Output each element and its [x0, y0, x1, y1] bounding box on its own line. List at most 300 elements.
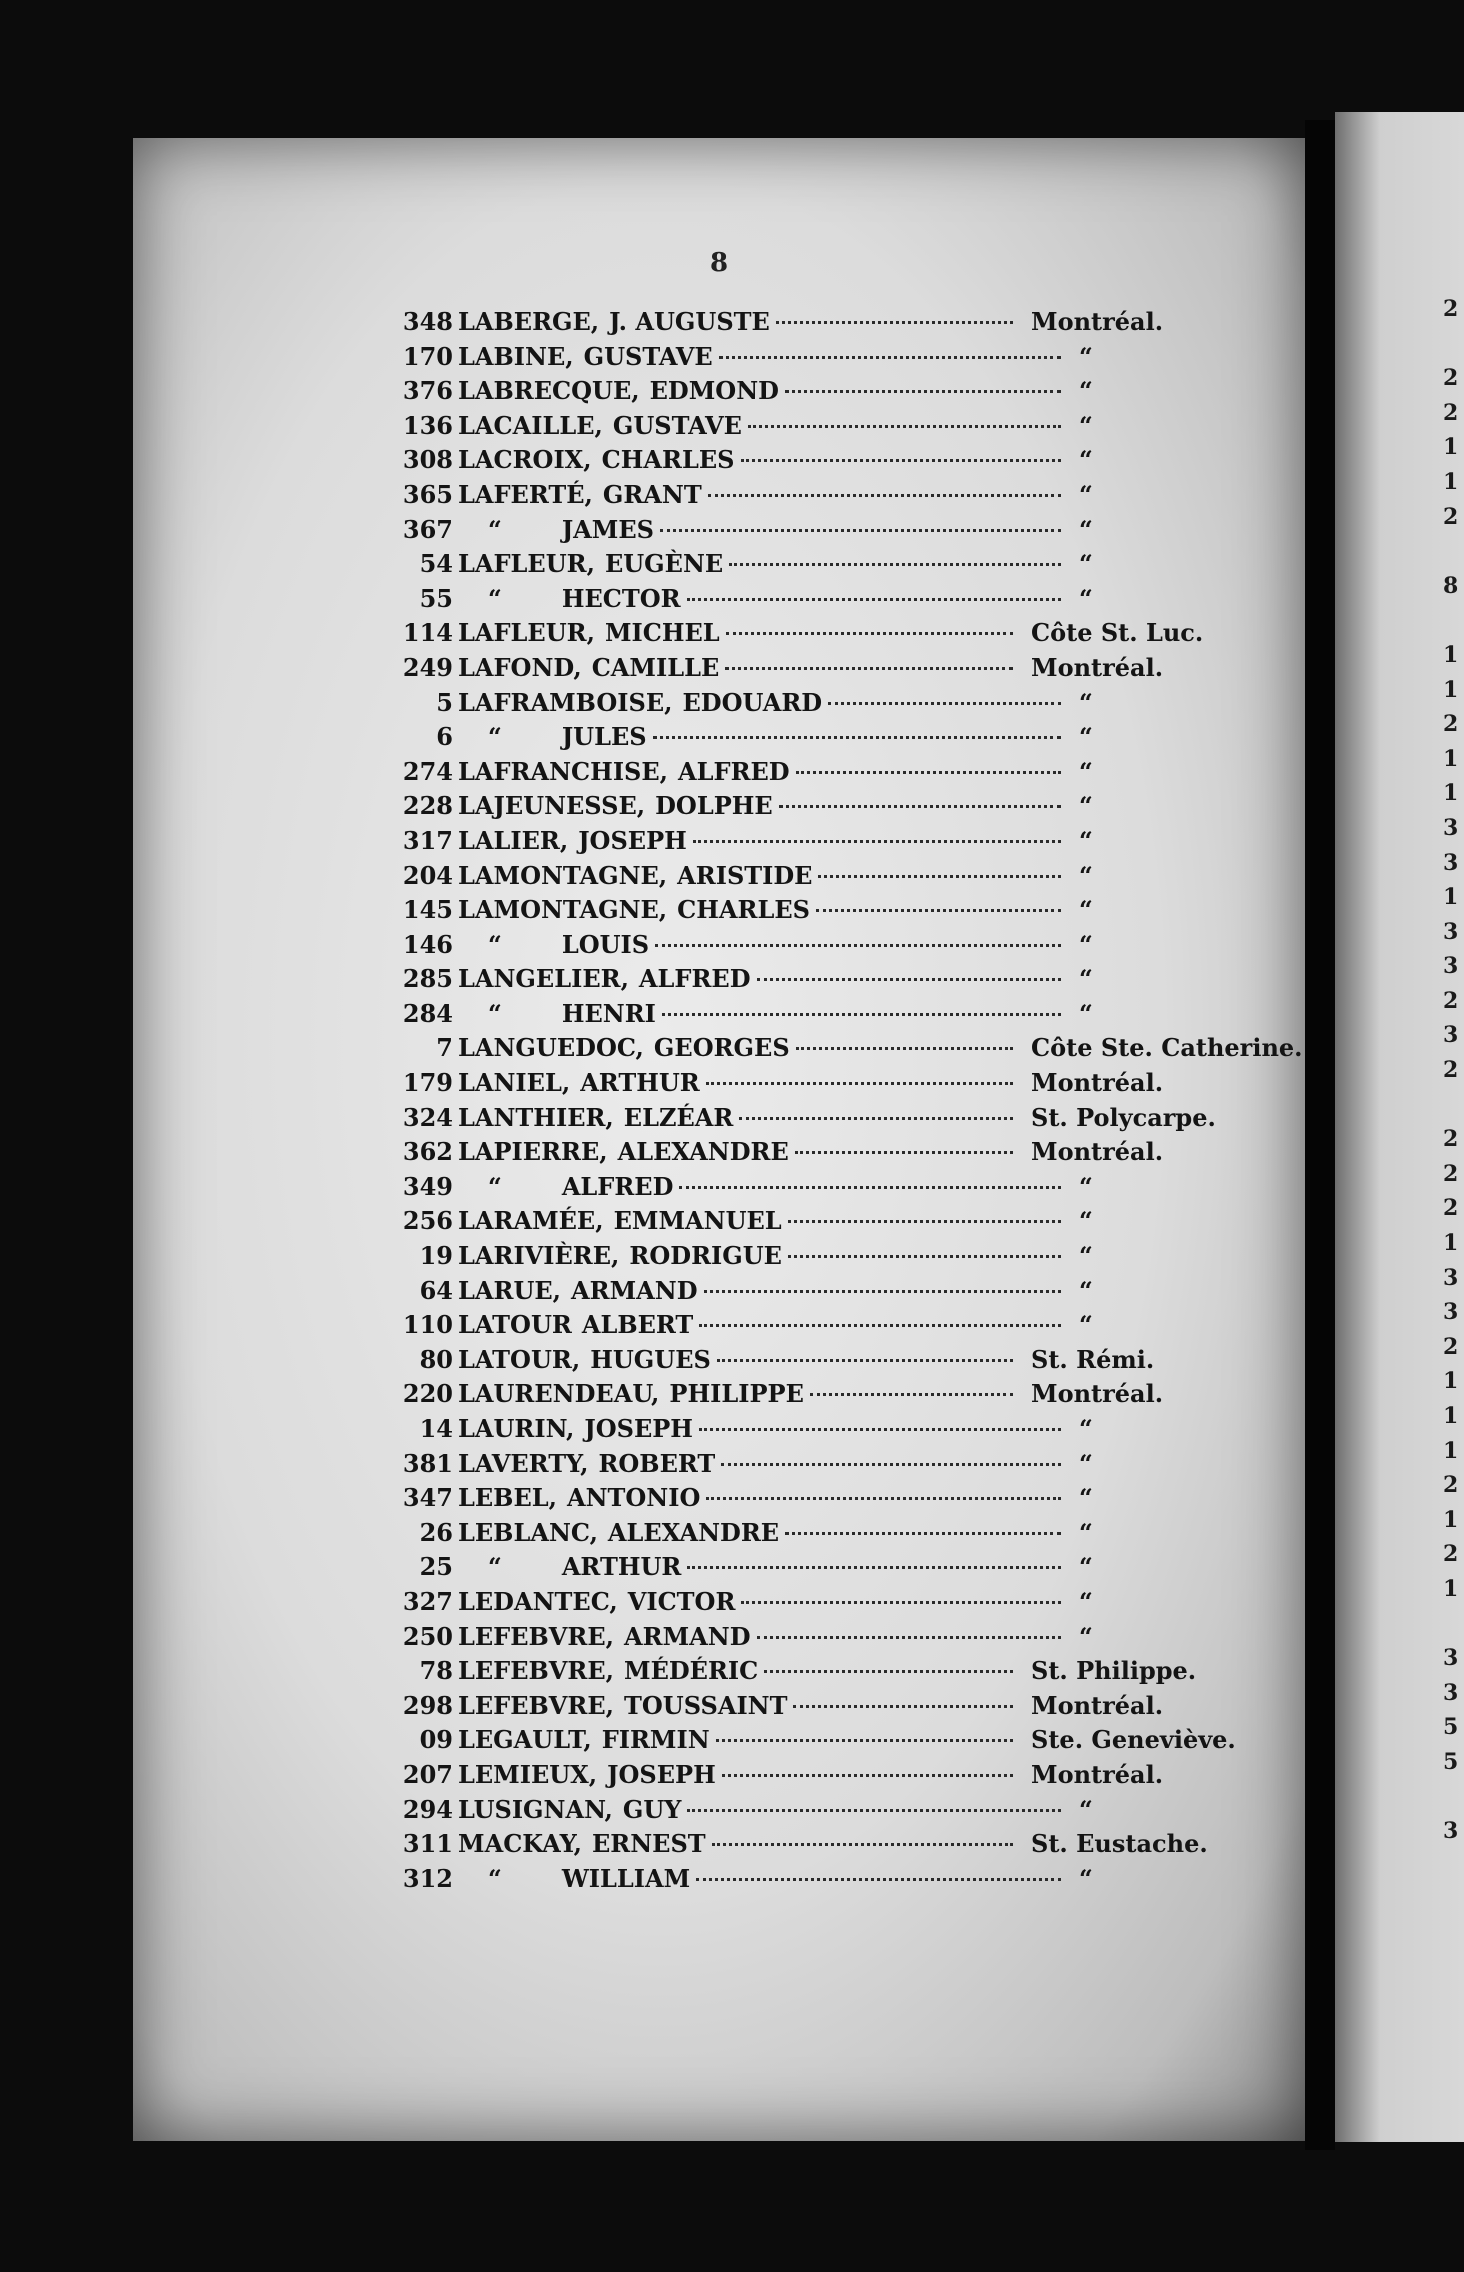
- list-item: [393, 1031, 1303, 1066]
- list-item: [393, 755, 1273, 790]
- facing-page-fragment: 3: [1443, 849, 1459, 876]
- entry-given-name: TOUSSAINT: [624, 1690, 788, 1720]
- dot-leader: [719, 355, 1061, 359]
- entry-surname: LAVERTY,: [458, 1448, 589, 1478]
- facing-page-fragment: 1: [1443, 1403, 1459, 1429]
- entry-number: 228: [402, 791, 453, 821]
- facing-page-fragment: 2: [1443, 1057, 1459, 1084]
- facing-page-fragment: 2: [1443, 1541, 1459, 1568]
- entry-number: 376: [402, 376, 453, 406]
- entry-number: 284: [402, 998, 453, 1028]
- dot-leader: [785, 389, 1061, 393]
- entry-number: 249: [402, 652, 453, 682]
- entry-given-name: EDMOND: [649, 376, 779, 406]
- entry-place: “: [1079, 1517, 1093, 1547]
- entry-number: 25: [419, 1552, 453, 1582]
- entry-place: “: [1079, 445, 1093, 475]
- dot-leader: [655, 943, 1061, 947]
- list-item: [393, 409, 1273, 444]
- dot-leader: [679, 1185, 1061, 1189]
- list-item: [393, 616, 1273, 651]
- entry-number: 274: [402, 756, 453, 786]
- entry-surname: “: [488, 998, 502, 1028]
- entry-surname: “: [488, 1171, 502, 1201]
- entry-number: 324: [402, 1102, 453, 1132]
- entry-number: 220: [402, 1379, 453, 1409]
- entry-place: “: [1079, 1241, 1093, 1271]
- entry-surname: LANTHIER,: [458, 1102, 614, 1132]
- facing-page-fragment: 5: [1443, 1714, 1459, 1741]
- entry-place: “: [1079, 410, 1093, 440]
- entry-place: “: [1079, 1621, 1093, 1651]
- facing-page-fragment: 3: [1443, 1645, 1459, 1672]
- entry-number: 308: [402, 445, 453, 475]
- entry-number: 19: [419, 1241, 453, 1271]
- entry-number: 207: [402, 1759, 453, 1789]
- facing-page-fragment: [1443, 1780, 1464, 1815]
- entry-place: “: [1079, 998, 1093, 1028]
- dot-leader: [741, 1600, 1061, 1604]
- dot-leader: [696, 1877, 1061, 1881]
- entry-surname: LARIVIÈRE,: [458, 1241, 620, 1271]
- facing-page-fragment: 3: [1443, 953, 1459, 980]
- entry-surname: LUSIGNAN,: [458, 1794, 613, 1824]
- entry-place: “: [1079, 825, 1093, 855]
- dot-leader: [699, 1323, 1061, 1327]
- entry-given-name: ARTHUR: [561, 1552, 682, 1582]
- facing-page-fragment: 2: [1443, 1472, 1459, 1499]
- entry-surname: LABINE,: [458, 341, 574, 371]
- dot-leader: [712, 1842, 1013, 1846]
- entry-place: “: [1079, 964, 1093, 994]
- entry-surname: LALIER,: [458, 825, 569, 855]
- list-item: [393, 582, 1273, 617]
- list-item: [393, 928, 1273, 963]
- entry-number: 179: [402, 1068, 453, 1098]
- facing-page-fragment: 1: [1443, 780, 1459, 807]
- entry-number: 317: [402, 825, 453, 855]
- entry-place: “: [1079, 1552, 1093, 1582]
- entry-number: 7: [436, 1033, 453, 1063]
- entry-given-name: GUY: [622, 1794, 682, 1824]
- entry-number: 204: [402, 860, 453, 890]
- entry-number: 78: [419, 1656, 453, 1686]
- entry-given-name: ERNEST: [592, 1829, 706, 1859]
- list-item: [393, 1585, 1273, 1620]
- entry-place: “: [1079, 514, 1093, 544]
- entry-surname: MACKAY,: [458, 1829, 582, 1859]
- entry-given-name: JOSEPH: [578, 825, 687, 855]
- facing-page-fragment: 1: [1443, 1368, 1459, 1395]
- entry-given-name: JOSEPH: [607, 1759, 716, 1789]
- entry-place: Ste. Geneviève.: [1031, 1725, 1236, 1755]
- entry-given-name: HUGUES: [590, 1344, 711, 1374]
- dot-leader: [810, 1392, 1013, 1396]
- entry-number: 14: [419, 1414, 453, 1443]
- list-item: [393, 513, 1273, 548]
- entry-given-name: ALFRED: [638, 964, 751, 994]
- dot-leader: [741, 458, 1062, 462]
- entry-surname: “: [488, 514, 502, 544]
- facing-page-fragment: 3: [1443, 1679, 1459, 1706]
- entry-given-name: CHARLES: [677, 895, 810, 925]
- entry-place: “: [1079, 479, 1093, 509]
- dot-leader: [716, 1738, 1013, 1742]
- list-item: [393, 1377, 1273, 1412]
- entry-given-name: GRANT: [602, 479, 702, 509]
- entry-place: Montréal.: [1031, 1379, 1164, 1409]
- entry-number: 26: [419, 1517, 453, 1547]
- entry-surname: LAMONTAGNE,: [458, 860, 668, 890]
- entry-number: 55: [419, 583, 453, 613]
- facing-page-fragment: 3: [1443, 1022, 1459, 1049]
- entry-given-name: RODRIGUE: [629, 1241, 782, 1271]
- entry-place: Montréal.: [1031, 652, 1164, 682]
- entry-number: 256: [402, 1206, 453, 1236]
- entry-surname: LAFERTÉ,: [458, 479, 593, 509]
- page-number: 8: [709, 248, 729, 278]
- entry-place: “: [1079, 860, 1093, 890]
- entry-place: St. Eustache.: [1031, 1829, 1208, 1859]
- list-item: [393, 1308, 1273, 1343]
- dot-leader: [793, 1704, 1013, 1708]
- facing-page-numbers: [1443, 292, 1464, 1849]
- entry-surname: LANIEL,: [458, 1068, 571, 1098]
- entry-given-name: GUSTAVE: [583, 341, 713, 371]
- entry-number: 5: [436, 687, 453, 717]
- list-item: [393, 1412, 1273, 1447]
- name-list: [393, 305, 1303, 1896]
- facing-page-fragment: 2: [1443, 399, 1459, 426]
- dot-leader: [796, 770, 1061, 774]
- entry-given-name: ELZÉAR: [623, 1102, 734, 1132]
- entry-surname: LANGUEDOC,: [458, 1033, 644, 1063]
- entry-given-name: ANTONIO: [566, 1483, 701, 1513]
- entry-place: St. Polycarpe.: [1031, 1102, 1216, 1132]
- entry-surname: LATOUR: [458, 1310, 572, 1340]
- list-item: [393, 651, 1273, 686]
- entry-number: 381: [402, 1448, 453, 1478]
- entry-surname: LARUE,: [458, 1275, 562, 1305]
- facing-page-fragment: 3: [1443, 1299, 1459, 1326]
- dot-leader: [662, 1012, 1061, 1016]
- entry-number: 6: [436, 722, 453, 752]
- entry-given-name: ARMAND: [624, 1621, 751, 1651]
- entry-surname: LAFRAMBOISE,: [458, 687, 673, 717]
- entry-number: 54: [419, 549, 453, 579]
- list-item: [393, 1689, 1273, 1724]
- list-item: [393, 859, 1273, 894]
- facing-page-fragment: 1: [1443, 1506, 1459, 1533]
- entry-given-name: DOLPHE: [655, 791, 773, 821]
- entry-surname: LAJEUNESSE,: [458, 791, 646, 821]
- dot-leader: [796, 1046, 1013, 1050]
- entry-surname: LACAILLE,: [458, 410, 603, 440]
- list-item: [393, 1654, 1273, 1689]
- list-item: [393, 962, 1273, 997]
- facing-page-fragment: 2: [1443, 711, 1459, 738]
- entry-number: 362: [402, 1137, 453, 1167]
- facing-page-fragment: 2: [1443, 1195, 1459, 1222]
- entry-given-name: WILLIAM: [561, 1863, 691, 1893]
- list-item: [393, 1343, 1273, 1378]
- dot-leader: [816, 908, 1061, 912]
- dot-leader: [687, 597, 1061, 601]
- facing-page-fragment: 1: [1443, 468, 1459, 495]
- entry-number: 09: [419, 1725, 453, 1755]
- dot-leader: [726, 631, 1013, 635]
- list-item: [393, 1516, 1273, 1551]
- facing-page-fragment: 1: [1443, 676, 1459, 703]
- facing-page-fragment: [1443, 1607, 1464, 1642]
- list-item: [393, 1481, 1273, 1516]
- entry-number: 365: [402, 479, 453, 509]
- list-item: [393, 1204, 1273, 1239]
- dot-leader: [721, 1462, 1061, 1466]
- entry-surname: LEDANTEC,: [458, 1586, 618, 1616]
- dot-leader: [729, 562, 1061, 566]
- dot-leader: [725, 666, 1013, 670]
- facing-page-fragment: 1: [1443, 641, 1459, 668]
- entry-place: “: [1079, 1794, 1093, 1824]
- entry-surname: LABRECQUE,: [458, 376, 640, 406]
- entry-place: “: [1079, 1448, 1093, 1478]
- entry-place: St. Philippe.: [1031, 1656, 1197, 1686]
- entry-given-name: ALEXANDRE: [607, 1517, 780, 1547]
- dot-leader: [739, 1116, 1013, 1120]
- entry-number: 285: [402, 964, 453, 994]
- entry-surname: LACROIX,: [458, 445, 592, 475]
- dot-leader: [722, 1773, 1013, 1777]
- facing-page-fragment: [1443, 534, 1464, 569]
- dot-leader: [706, 1081, 1013, 1085]
- entry-place: “: [1079, 1414, 1093, 1443]
- entry-given-name: VICTOR: [627, 1586, 736, 1616]
- entry-given-name: ALEXANDRE: [617, 1137, 789, 1167]
- entry-given-name: MÉDÉRIC: [624, 1656, 759, 1686]
- entry-number: 311: [402, 1829, 453, 1859]
- entry-surname: LAFRANCHISE,: [458, 756, 669, 786]
- facing-page-fragment: 3: [1443, 1818, 1459, 1845]
- entry-given-name: J. AUGUSTE: [609, 307, 770, 336]
- dot-leader: [706, 1496, 1061, 1500]
- entry-given-name: ARISTIDE: [677, 860, 813, 890]
- entry-given-name: LOUIS: [561, 929, 650, 959]
- dot-leader: [776, 320, 1013, 324]
- dot-leader: [717, 1358, 1013, 1362]
- entry-surname: LEMIEUX,: [458, 1759, 598, 1789]
- entry-place: “: [1079, 895, 1093, 925]
- entry-number: 349: [402, 1171, 453, 1201]
- entry-number: 348: [402, 307, 453, 336]
- entry-place: “: [1079, 1171, 1093, 1201]
- entry-given-name: EUGÈNE: [604, 549, 724, 579]
- entry-surname: LAFLEUR,: [458, 618, 595, 648]
- dot-leader: [687, 1808, 1061, 1812]
- facing-page-fragment: [1443, 603, 1464, 638]
- entry-number: 294: [402, 1794, 453, 1824]
- list-item: [393, 478, 1273, 513]
- entry-given-name: ALFRED: [561, 1171, 674, 1201]
- book-spine: [1305, 120, 1335, 2150]
- facing-page-fragment: 3: [1443, 814, 1459, 841]
- entry-surname: LEFEBVRE,: [458, 1690, 614, 1720]
- list-item: [393, 1170, 1273, 1205]
- entry-number: 80: [419, 1344, 453, 1374]
- list-item: [393, 1620, 1273, 1655]
- entry-place: “: [1079, 687, 1093, 717]
- entry-place: “: [1079, 1275, 1093, 1305]
- dot-leader: [779, 804, 1061, 808]
- entry-place: “: [1079, 1206, 1093, 1236]
- entry-surname: LAMONTAGNE,: [458, 895, 668, 925]
- entry-surname: LAPIERRE,: [458, 1137, 608, 1167]
- entry-place: Montréal.: [1031, 1068, 1164, 1098]
- entry-place: Montréal.: [1031, 1759, 1164, 1789]
- book-page: [133, 138, 1305, 2141]
- entry-given-name: ARMAND: [571, 1275, 698, 1305]
- entry-number: 136: [402, 410, 453, 440]
- facing-page-fragment: 1: [1443, 1437, 1459, 1464]
- entry-surname: “: [488, 1552, 502, 1582]
- entry-place: “: [1079, 929, 1093, 959]
- list-item: [393, 1101, 1273, 1136]
- dot-leader: [660, 528, 1061, 532]
- entry-number: 312: [402, 1863, 453, 1893]
- entry-surname: LAFLEUR,: [458, 549, 595, 579]
- list-item: [393, 1758, 1273, 1793]
- entry-number: 327: [402, 1586, 453, 1616]
- list-item: [393, 305, 1273, 340]
- entry-place: “: [1079, 341, 1093, 371]
- entry-given-name: JAMES: [561, 514, 654, 544]
- dot-leader: [748, 424, 1061, 428]
- entry-place: Montréal.: [1031, 1137, 1164, 1167]
- entry-place: Montréal.: [1031, 1690, 1164, 1720]
- entry-surname: LAFOND,: [458, 652, 582, 682]
- dot-leader: [785, 1531, 1061, 1535]
- facing-page-fragment: 3: [1443, 1264, 1459, 1291]
- entry-number: 170: [402, 341, 453, 371]
- dot-leader: [704, 1289, 1061, 1293]
- entry-given-name: CHARLES: [601, 445, 735, 475]
- entry-given-name: HECTOR: [561, 583, 681, 613]
- entry-number: 146: [402, 929, 453, 959]
- dot-leader: [699, 1427, 1061, 1431]
- entry-place: Côte Ste. Catherine.: [1031, 1033, 1303, 1063]
- list-item: [393, 1066, 1273, 1101]
- entry-surname: “: [488, 929, 502, 959]
- list-item: [393, 789, 1273, 824]
- list-item: [393, 893, 1273, 928]
- facing-page-fragment: 2: [1443, 1333, 1459, 1360]
- entry-surname: “: [488, 722, 502, 752]
- list-item: [393, 443, 1273, 478]
- list-item: [393, 1274, 1273, 1309]
- entry-place: “: [1079, 376, 1093, 406]
- list-item: [393, 1239, 1273, 1274]
- entry-given-name: FIRMIN: [601, 1725, 710, 1755]
- facing-page-fragment: [1443, 327, 1464, 362]
- list-item: [393, 686, 1273, 721]
- entry-number: 250: [402, 1621, 453, 1651]
- entry-surname: LANGELIER,: [458, 964, 629, 994]
- list-item: [393, 1550, 1273, 1585]
- entry-number: 367: [402, 514, 453, 544]
- dot-leader: [687, 1565, 1061, 1569]
- dot-leader: [757, 1635, 1061, 1639]
- facing-page-fragment: 1: [1443, 884, 1459, 911]
- entry-place: “: [1079, 583, 1093, 613]
- entry-given-name: GEORGES: [653, 1033, 790, 1063]
- entry-surname: LEBEL,: [458, 1483, 557, 1513]
- entry-number: 110: [402, 1310, 453, 1340]
- entry-place: Montréal.: [1031, 307, 1164, 336]
- dot-leader: [653, 735, 1061, 739]
- entry-given-name: CAMILLE: [591, 652, 720, 682]
- list-item: [393, 1723, 1273, 1758]
- entry-surname: LAURIN,: [458, 1414, 575, 1443]
- dot-leader: [795, 1150, 1013, 1154]
- facing-page-edge: [1335, 112, 1464, 2142]
- list-item: [393, 720, 1273, 755]
- entry-surname: “: [488, 1863, 502, 1893]
- entry-place: St. Rémi.: [1031, 1344, 1155, 1374]
- entry-given-name: JOSEPH: [584, 1414, 693, 1443]
- list-item: [393, 1447, 1273, 1482]
- entry-surname: LABERGE,: [458, 307, 600, 336]
- entry-given-name: EDOUARD: [682, 687, 823, 717]
- facing-page-fragment: 2: [1443, 503, 1459, 530]
- facing-page-fragment: 5: [1443, 1748, 1459, 1775]
- dot-leader: [757, 977, 1061, 981]
- list-item: [393, 997, 1273, 1032]
- list-item: [393, 1827, 1273, 1862]
- entry-number: 114: [402, 618, 453, 648]
- entry-number: 298: [402, 1690, 453, 1720]
- entry-place: “: [1079, 791, 1093, 821]
- entry-surname: LARAMÉE,: [458, 1206, 604, 1236]
- dot-leader: [788, 1219, 1061, 1223]
- list-item: [393, 374, 1273, 409]
- entry-surname: LEBLANC,: [458, 1517, 598, 1547]
- entry-surname: “: [488, 583, 502, 613]
- facing-page-fragment: 2: [1443, 1126, 1459, 1153]
- facing-page-fragment: 2: [1443, 365, 1459, 392]
- dot-leader: [693, 839, 1061, 843]
- dot-leader: [788, 1254, 1061, 1258]
- facing-page-fragment: 1: [1443, 1575, 1459, 1602]
- entry-place: Côte St. Luc.: [1031, 618, 1204, 648]
- dot-leader: [818, 874, 1061, 878]
- facing-page-fragment: 2: [1443, 1160, 1459, 1187]
- facing-page-fragment: [1443, 1088, 1464, 1123]
- facing-page-fragment: 3: [1443, 918, 1459, 945]
- dot-leader: [828, 701, 1061, 705]
- entry-given-name: EMMANUEL: [613, 1206, 782, 1236]
- list-item: [393, 340, 1273, 375]
- entry-place: “: [1079, 549, 1093, 579]
- entry-place: “: [1079, 1586, 1093, 1616]
- entry-given-name: HENRI: [561, 998, 656, 1028]
- entry-place: “: [1079, 722, 1093, 752]
- facing-page-fragment: 1: [1443, 1230, 1459, 1257]
- list-item: [393, 1793, 1273, 1828]
- facing-page-fragment: 8: [1443, 572, 1459, 599]
- entry-surname: LEFEBVRE,: [458, 1621, 614, 1651]
- entry-place: “: [1079, 1863, 1093, 1893]
- entry-given-name: ALBERT: [581, 1310, 694, 1340]
